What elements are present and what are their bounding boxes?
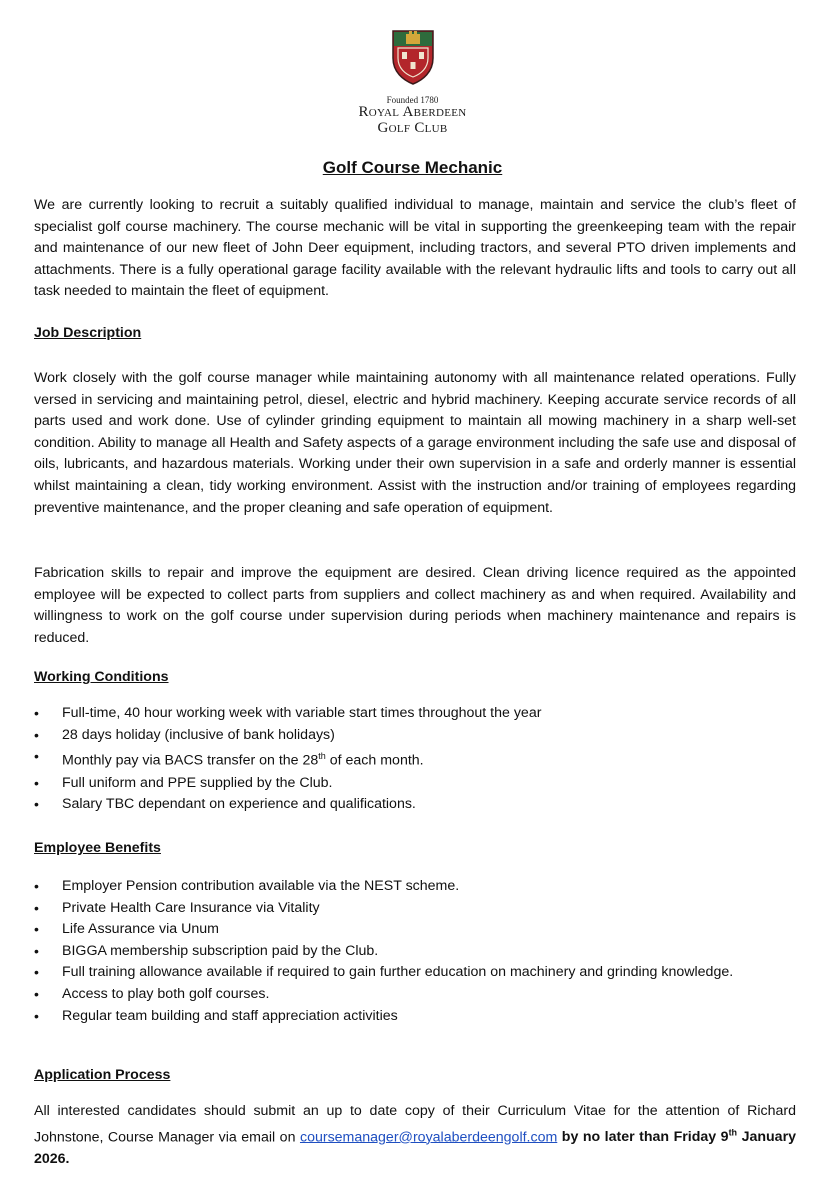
employee-benefits-list: [34, 876, 796, 1027]
job-description-paragraph-2: Fabrication skills to repair and improve the equipment are desired. Clean driving licence required as the appointed employee will be expected to collect parts from suppliers and collect machinery as and when required. Availability and willingness to work on the golf course under supervision during periods when machinery maintenance and repairs is reduced.: [34, 565, 796, 646]
job-description-paragraph-1: Work closely with the golf course manager while maintaining autonomy with all maintenance related operations. Fully versed in servicing and maintaining petrol, diesel, electric and hybrid machinery. Keeping accurate service records of all parts used and work done. Use of cylinder grinding equipment to maintain all mowing machinery in a sharp well-set condition. Ability to manage all Health and Safety aspects of a garage environment including the safe use and disposal of oils, lubricants, and hazardous materials. Working under their own supervision in a safe and orderly manner is essential whilst maintaining a clean, tidy working environment. Assist with the instruction and/or training of employees regarding preventive maintenance, and the proper cleaning and safe operation of equipment.: [34, 370, 796, 516]
application-paragraph: All interested candidates should submit an up to date copy of their Curriculum Vitae for the attention of Richard Johnstone, Course Manager via email on coursemanager@royalaberdeengolf.com by no later than Friday 9th January 2026.: [34, 1103, 796, 1167]
club-crest-icon: [390, 28, 436, 86]
founded-text: Founded 1780: [386, 95, 439, 105]
club-name-line2: Golf Club: [377, 120, 448, 136]
employee-benefits-heading: Employee Benefits: [34, 840, 161, 856]
list-item: • 28 days holiday (inclusive of bank holidays): [34, 725, 796, 747]
list-item: • Employer Pension contribution available via the NEST scheme.: [34, 876, 796, 898]
list-item: • Access to play both golf courses.: [34, 984, 796, 1006]
list-item: • Full-time, 40 hour working week with variable start times throughout the year: [34, 703, 796, 725]
working-conditions-heading: Working Conditions: [34, 669, 169, 685]
list-item: • BIGGA membership subscription paid by the Club.: [34, 941, 796, 963]
list-item: • Private Health Care Insurance via Vitality: [34, 898, 796, 920]
list-item: • Full uniform and PPE supplied by the Club.: [34, 773, 796, 795]
club-name-line1: Royal Aberdeen: [358, 104, 467, 120]
intro-paragraph: We are currently looking to recruit a suitably qualified individual to manage, maintain and service the club’s fleet of specialist golf course machinery. The course mechanic will be vital in supporting the greenkeeping team with the repair and maintenance of our new fleet of John Deer equipment, including tractors, and several PTO driven implements and attachments. There is a fully operational garage facility available with the relevant hydraulic lifts and tools to carry out all task needed to maintain the fleet of equipment.: [34, 197, 796, 300]
page-title: Golf Course Mechanic: [322, 158, 503, 177]
list-item: • Monthly pay via BACS transfer on the 28th of each month.: [34, 746, 796, 772]
application-process-heading: Application Process: [34, 1067, 171, 1083]
deadline-text: by no later than Friday 9th January 2026.: [34, 1127, 796, 1167]
job-description-heading: Job Description: [34, 325, 142, 341]
email-link[interactable]: coursemanager@royalaberdeengolf.com: [299, 1129, 558, 1146]
list-item: • Salary TBC dependant on experience and qualifications.: [34, 794, 796, 816]
list-item: • Life Assurance via Unum: [34, 919, 796, 941]
list-item: • Full training allowance available if required to gain further education on machinery and grinding knowledge.: [34, 962, 796, 984]
list-item: • Regular team building and staff appreciation activities: [34, 1006, 796, 1028]
working-conditions-list: [34, 703, 796, 816]
